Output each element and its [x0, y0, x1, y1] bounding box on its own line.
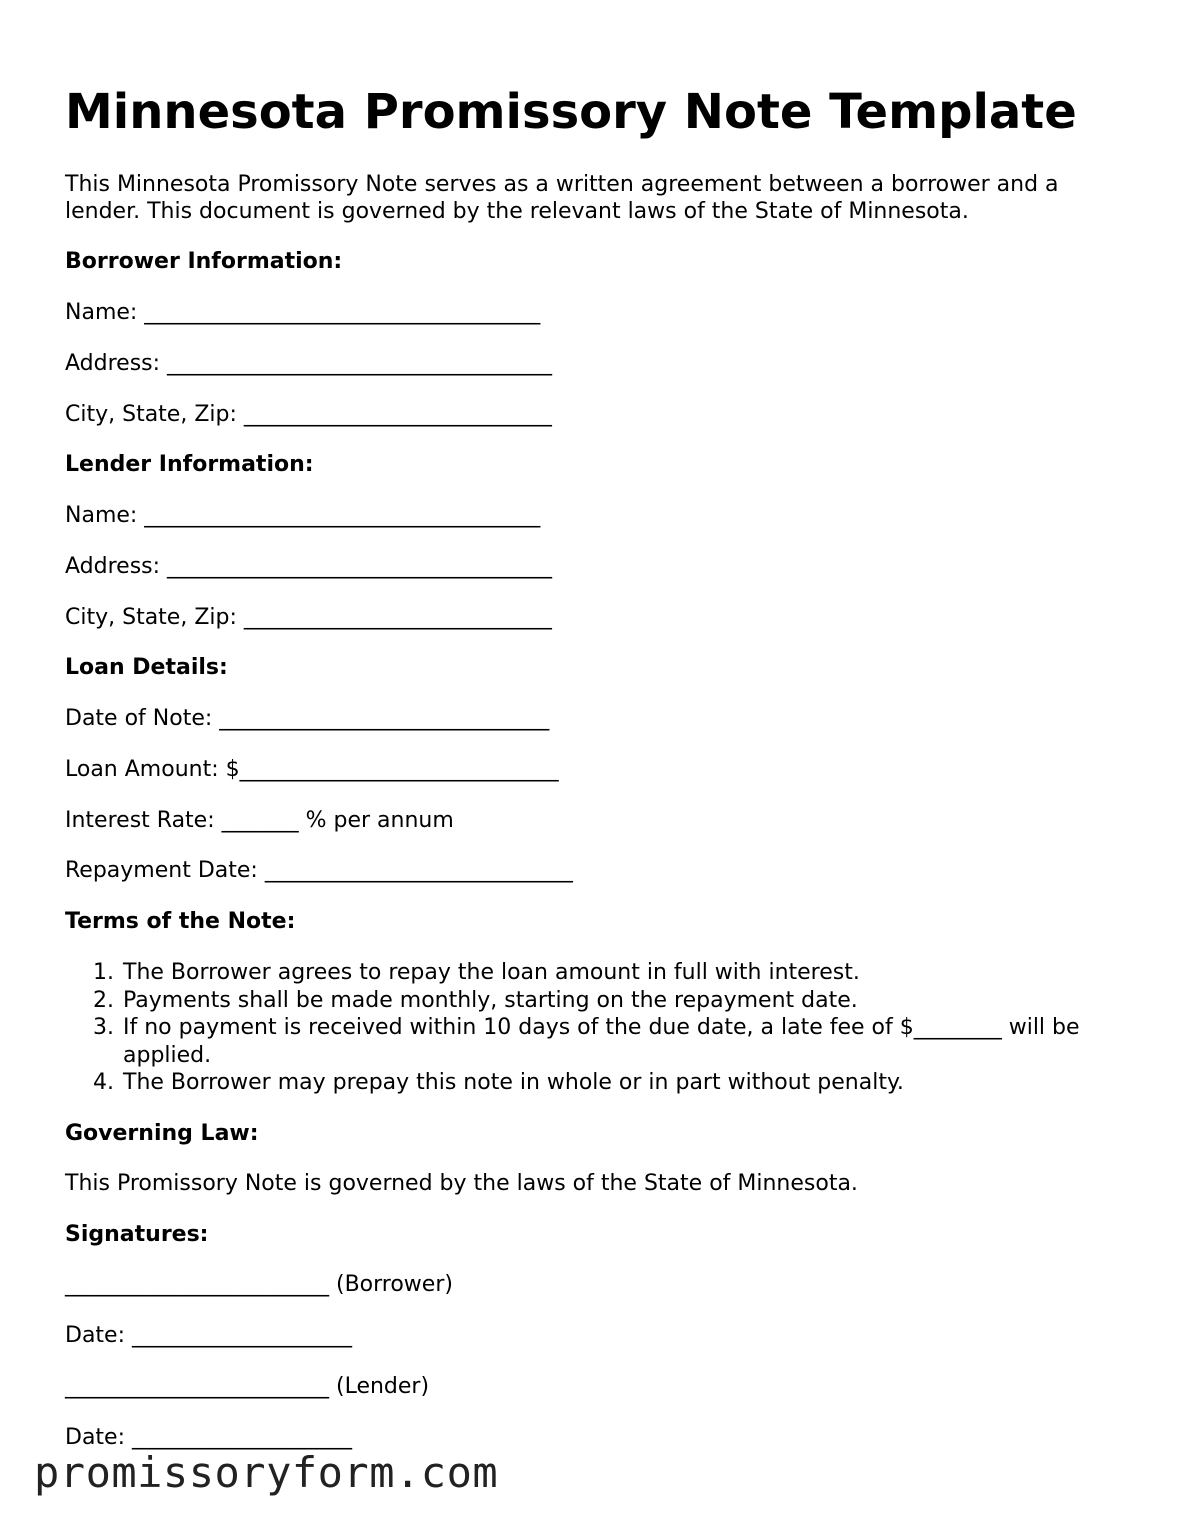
borrower-city-field[interactable]: City, State, Zip: ____________________________	[65, 402, 552, 427]
repayment-date-field[interactable]: Repayment Date: ____________________________	[65, 858, 573, 883]
borrower-heading: Borrower Information:	[65, 249, 343, 274]
terms-item	[65, 1014, 1115, 1069]
interest-rate-field[interactable]: Interest Rate: _______ % per annum	[65, 808, 454, 833]
lender-signature-field[interactable]: ________________________ (Lender)	[65, 1374, 430, 1399]
lender-signature-date-field[interactable]: Date: ____________________	[65, 1425, 352, 1450]
terms-item	[65, 959, 1115, 987]
page-title: Minnesota Promissory Note Template	[65, 84, 1077, 140]
terms-item	[65, 1069, 1115, 1097]
borrower-name-field[interactable]: Name: ____________________________________	[65, 300, 541, 325]
terms-list	[65, 959, 1115, 1097]
borrower-address-field[interactable]: Address: ___________________________________	[65, 351, 553, 376]
loan-heading: Loan Details:	[65, 655, 228, 680]
terms-item-text: The Borrower may prepay this note in whole or in part without penalty.	[123, 1070, 904, 1095]
terms-item	[65, 987, 1115, 1015]
terms-item-number: 3.	[93, 1015, 114, 1040]
terms-heading: Terms of the Note:	[65, 909, 296, 934]
terms-item-text: If no payment is received within 10 days of the due date, a late fee of $________ will be applied.	[123, 1015, 1080, 1068]
governing-law-heading: Governing Law:	[65, 1121, 259, 1146]
watermark-text: promissoryform.com	[34, 1448, 499, 1497]
intro-paragraph: This Minnesota Promissory Note serves as a written agreement between a borrower and a lender. This document is governed by the relevant laws of the State of Minnesota.	[65, 172, 1059, 224]
lender-address-field[interactable]: Address: ___________________________________	[65, 554, 553, 579]
terms-item-number: 4.	[93, 1070, 114, 1095]
loan-amount-field[interactable]: Loan Amount: $_____________________________	[65, 757, 559, 782]
terms-item-text: Payments shall be made monthly, starting on the repayment date.	[123, 987, 858, 1013]
lender-heading: Lender Information:	[65, 452, 314, 477]
date-of-note-field[interactable]: Date of Note: ______________________________	[65, 706, 550, 731]
terms-item-number: 1.	[93, 960, 114, 985]
lender-name-field[interactable]: Name: ____________________________________	[65, 503, 541, 528]
governing-law-text: This Promissory Note is governed by the laws of the State of Minnesota.	[65, 1171, 858, 1196]
signatures-heading: Signatures:	[65, 1222, 209, 1247]
borrower-signature-date-field[interactable]: Date: ____________________	[65, 1323, 352, 1348]
terms-item-text: The Borrower agrees to repay the loan amount in full with interest.	[123, 960, 860, 985]
borrower-signature-field[interactable]: ________________________ (Borrower)	[65, 1272, 453, 1297]
lender-city-field[interactable]: City, State, Zip: ____________________________	[65, 605, 552, 630]
terms-item-number: 2.	[93, 987, 114, 1013]
